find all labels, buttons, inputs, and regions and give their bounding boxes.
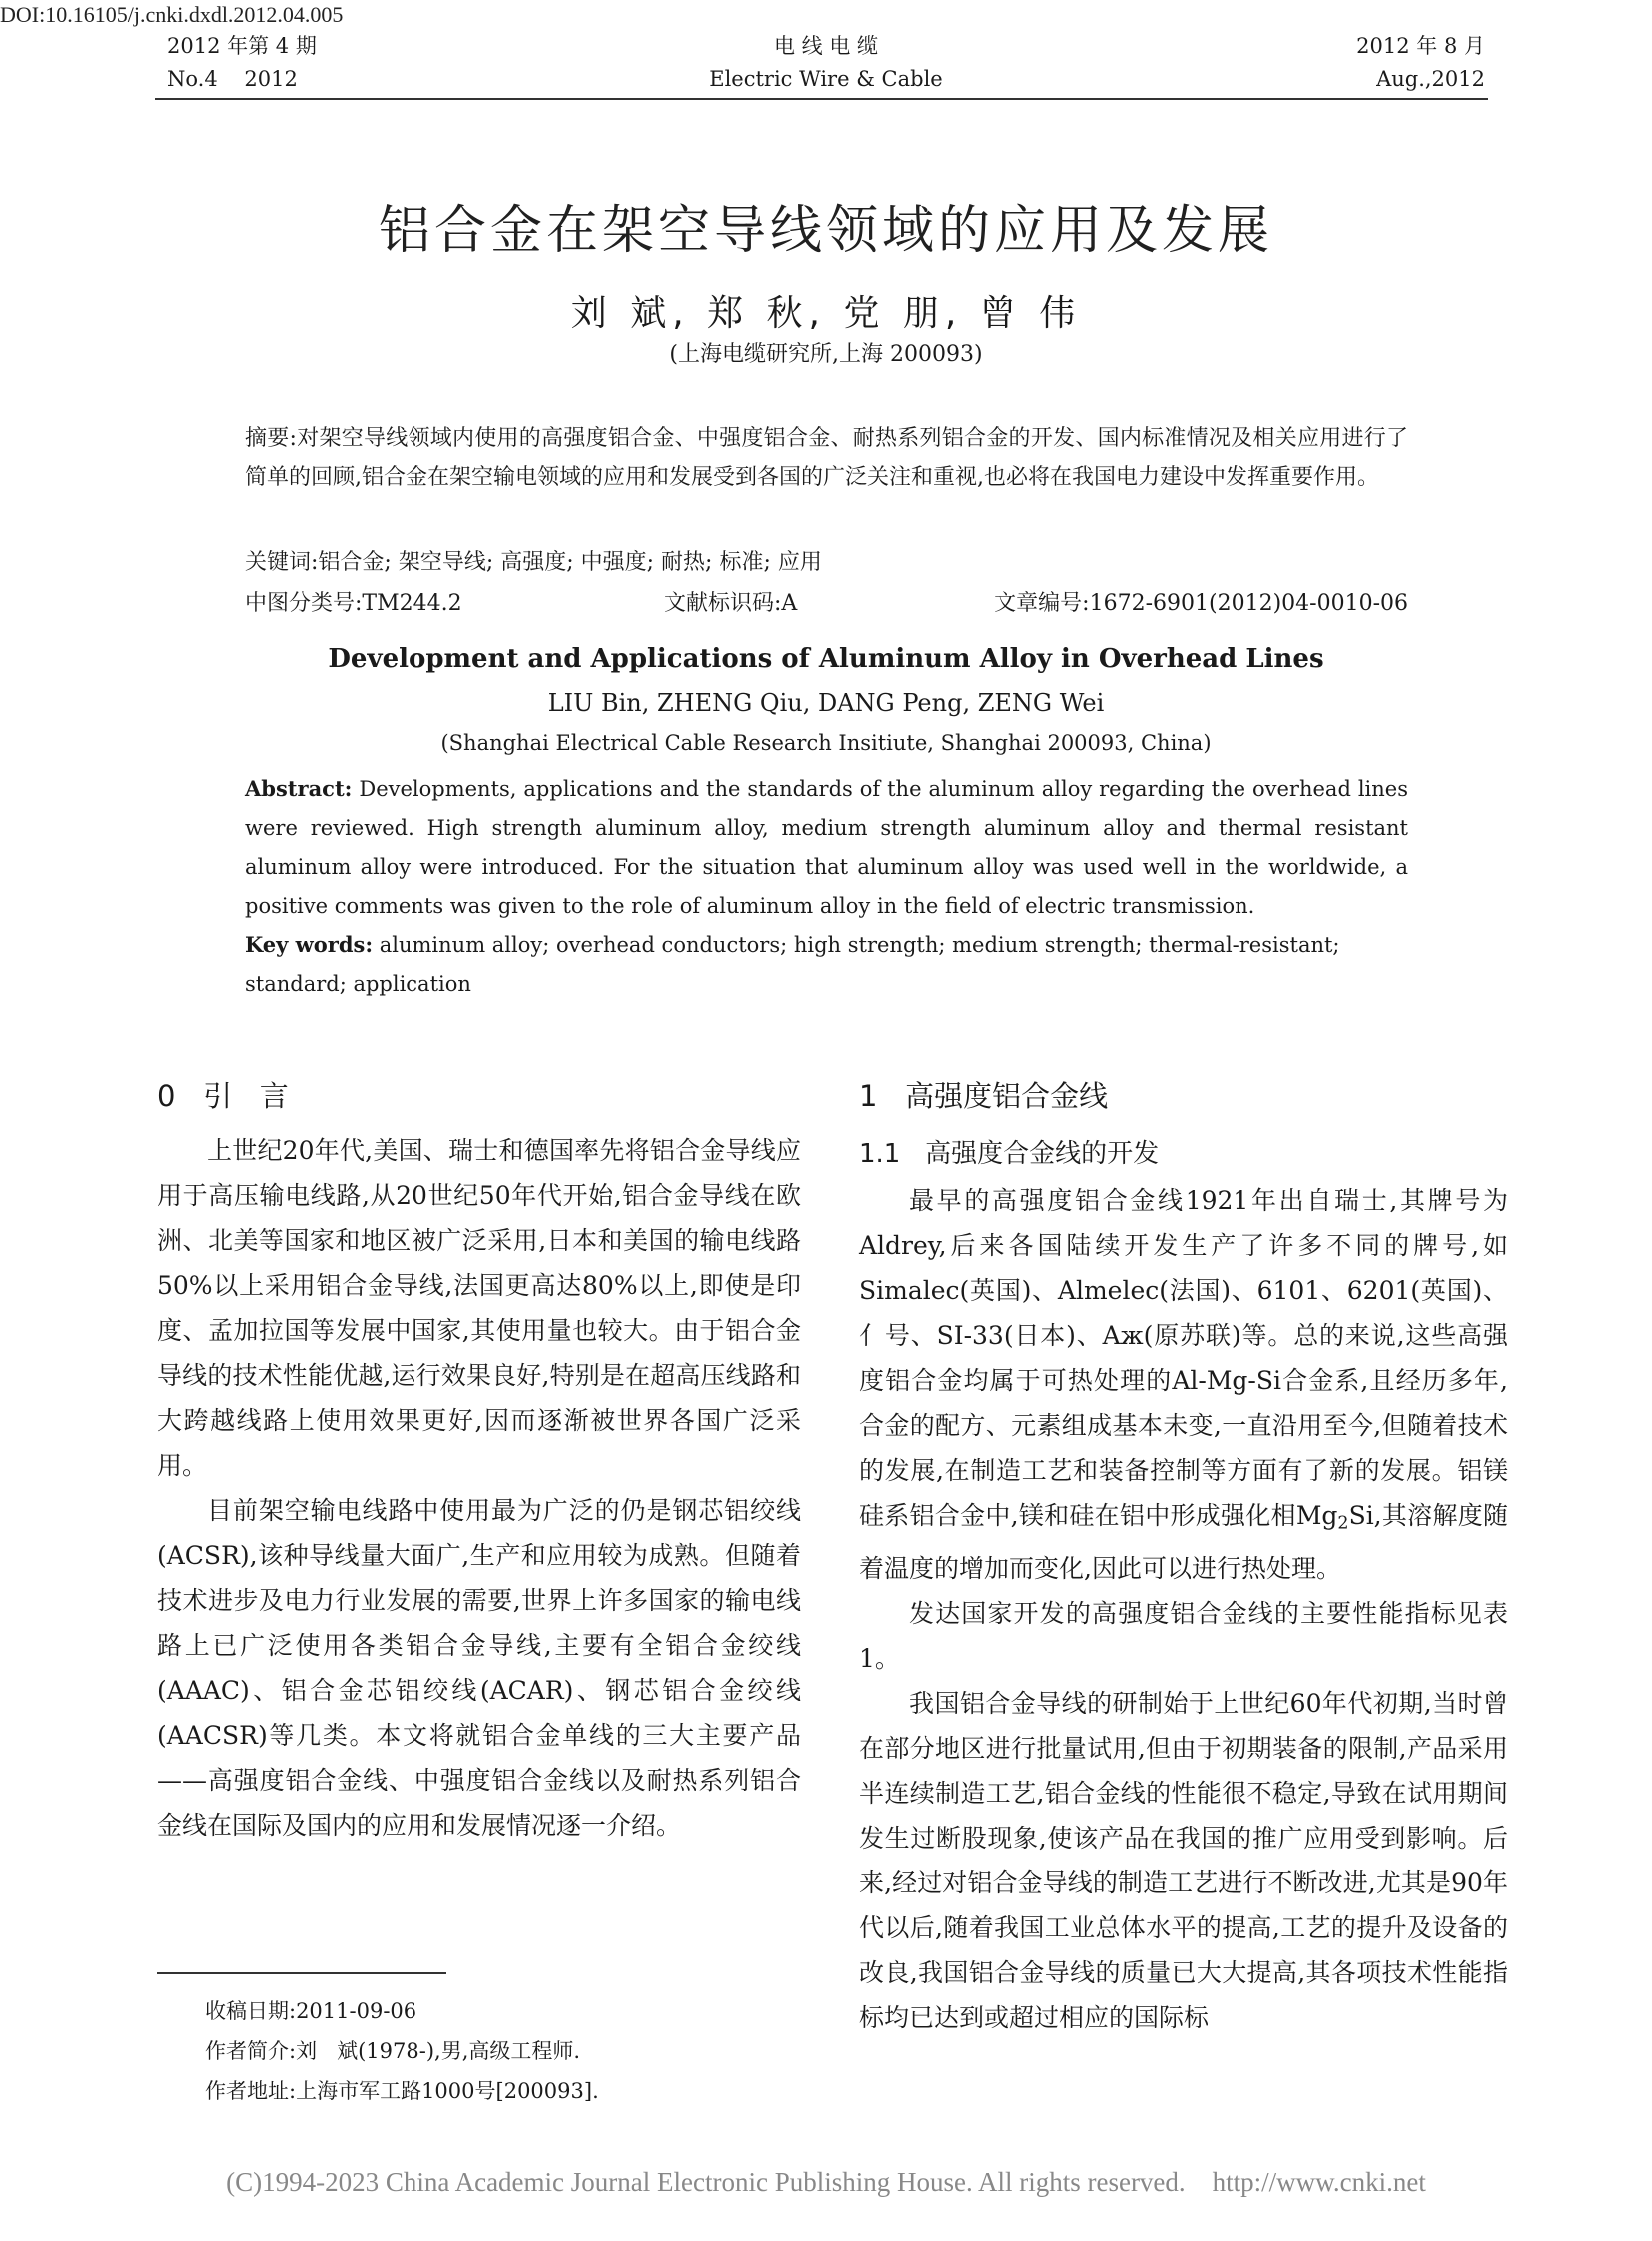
section1-paragraph-1 xyxy=(859,1178,1508,1591)
abstract-body: Developments, applications and the standards of the aluminum alloy regarding the overhead lines were reviewed. High strength aluminum alloy, medium strength aluminum alloy and thermal resistant aluminum alloy were introduced. For the situation that aluminum alloy was used well in the worldwide, a positive comments was given to the role of aluminum alloy in the field of electric transmission. xyxy=(245,777,1408,918)
header-journal-zh: 电 线 电 缆 xyxy=(773,34,879,58)
p1-text-a: 最早的高强度铝合金线1921年出自瑞士,其牌号为Aldrey,后来各国陆续开发生产了许多不同的牌号,如Simalec(英国)、Almelec(法国)、6101、6201(英国)、亻号、SI-33(日本)、Aж(原苏联)等。总的来说,这些高强度铝合金均属于可热处理的Al-Mg-Si合金系,且经历多年,合金的配方、元素组成基本未变,一直沿用至今,但随着技术的发展,在制造工艺和装备控制等方面有了新的发展。铝镁硅系铝合金中,镁和硅在铝中形成强化相Mg xyxy=(859,1186,1508,1530)
english-title: Development and Applications of Aluminum Alloy in Overhead Lines xyxy=(328,644,1324,674)
author-list: 刘 斌, 郑 秋, 党 朋, 曾 伟 xyxy=(570,293,1082,334)
right-column-body xyxy=(859,1178,1508,2040)
doi-text: DOI:10.16105/j.cnki.dxdl.2012.04.005 xyxy=(0,2,344,27)
classification-row xyxy=(245,586,1408,620)
header-journal-en: Electric Wire & Cable xyxy=(709,67,943,91)
article-number: 文章编号:1672-6901(2012)04-0010-06 xyxy=(994,591,1408,616)
footnote-rule xyxy=(157,1972,446,1974)
header-issue-en: No.4 2012 xyxy=(167,67,298,91)
english-keywords xyxy=(245,925,1408,1004)
keywords-label: Key words: xyxy=(245,932,374,957)
copyright-footer: (C)1994-2023 China Academic Journal Electronic Publishing House. All rights reserved. http://www.cnki.net xyxy=(226,2167,1426,2197)
left-column-body xyxy=(157,1128,801,1848)
header-date-en: Aug.,2012 xyxy=(1376,67,1485,91)
intro-paragraph-1: 上世纪20年代,美国、瑞士和德国率先将铝合金导线应用于高压输电线路,从20世纪50年代开始,铝合金导线在欧洲、北美等国家和地区被广泛采用,日本和美国的输电线路50%以上采用铝合金导线,法国更高达80%以上,即使是印度、孟加拉国等发展中国家,其使用量也较大。由于铝合金导线的技术性能优越,运行效果良好,特别是在超高压线路和大跨越线路上使用效果更好,因而逐渐被世界各国广泛采用。 xyxy=(157,1136,801,1480)
document-code: 文献标识码:A xyxy=(664,591,798,616)
english-affiliation: (Shanghai Electrical Cable Research Insitiute, Shanghai 200093, China) xyxy=(440,731,1212,755)
keywords-body: aluminum alloy; overhead conductors; high strength; medium strength; thermal-resistant; standard; application xyxy=(245,933,1340,996)
section1-paragraph-2: 发达国家开发的高强度铝合金线的主要性能指标见表1。 xyxy=(859,1599,1508,1674)
english-abstract xyxy=(245,769,1408,926)
affiliation: (上海电缆研究所,上海 200093) xyxy=(669,342,983,367)
section1-paragraph-3: 我国铝合金导线的研制始于上世纪60年代初期,当时曾在部分地区进行批量试用,但由于初期装备的限制,产品采用半连续制造工艺,铝合金线的性能很不稳定,导致在试用期间发生过断股现象,使该产品在我国的推广应用受到影响。后来,经过对铝合金导线的制造工艺进行不断改进,尤其是90年代以后,随着我国工业总体水平的提高,工艺的提升及设备的改良,我国铝合金导线的质量已大大提高,其各项技术性能指标均已达到或超过相应的国际标 xyxy=(859,1689,1508,2033)
paper-title: 铝合金在架空导线领域的应用及发展 xyxy=(378,201,1273,261)
header-issue-zh: 2012 年第 4 期 xyxy=(167,34,317,58)
subsection-heading-1-1: 1.1 高强度合金线的开发 xyxy=(859,1139,1160,1169)
header-date xyxy=(1356,30,1485,96)
header-rule xyxy=(155,98,1488,100)
keywords-zh: 关键词:铝合金; 架空导线; 高强度; 中强度; 耐热; 标准; 应用 xyxy=(245,550,822,575)
header-date-zh: 2012 年 8 月 xyxy=(1356,34,1485,58)
intro-paragraph-2: 目前架空输电线路中使用最为广泛的仍是钢芯铝绞线(ACSR),该种导线量大面广,生产和应用较为成熟。但随着技术进步及电力行业发展的需要,世界上许多国家的输电线路上已广泛使用各类铝合金导线,主要有全铝合金绞线(AAAC)、铝合金芯铝绞线(ACAR)、钢芯铝合金绞线(AACSR)等几类。本文将就铝合金单线的三大主要产品——高强度铝合金线、中强度铝合金线以及耐热系列铝合金线在国际及国内的应用和发展情况逐一介绍。 xyxy=(157,1496,801,1840)
p1-subscript: 2 xyxy=(1337,1513,1349,1534)
footnotes xyxy=(205,1991,599,2111)
footnote-author-bio: 作者简介:刘 斌(1978-),男,高级工程师. xyxy=(205,2039,581,2063)
english-authors: LIU Bin, ZHENG Qiu, DANG Peng, ZENG Wei xyxy=(547,689,1105,717)
footnote-received: 收稿日期:2011-09-06 xyxy=(205,1999,417,2023)
section-heading-1: 1 高强度铝合金线 xyxy=(859,1079,1109,1113)
clc-number: 中图分类号:TM244.2 xyxy=(245,591,462,616)
footnote-address: 作者地址:上海市军工路1000号[200093]. xyxy=(205,2079,599,2103)
abstract-label: Abstract: xyxy=(245,776,353,801)
section-heading-intro: 0 引 言 xyxy=(157,1079,289,1113)
abstract-zh: 摘要:对架空导线领域内使用的高强度铝合金、中强度铝合金、耐热系列铝合金的开发、国内标准情况及相关应用进行了简单的回顾,铝合金在架空输电领域的应用和发展受到各国的广泛关注和重视,也必将在我国电力建设中发挥重要作用。 xyxy=(245,426,1408,490)
p1-text-b: Si,其溶解度随着温度的增加而变化,因此可以进行热处理。 xyxy=(859,1501,1508,1584)
